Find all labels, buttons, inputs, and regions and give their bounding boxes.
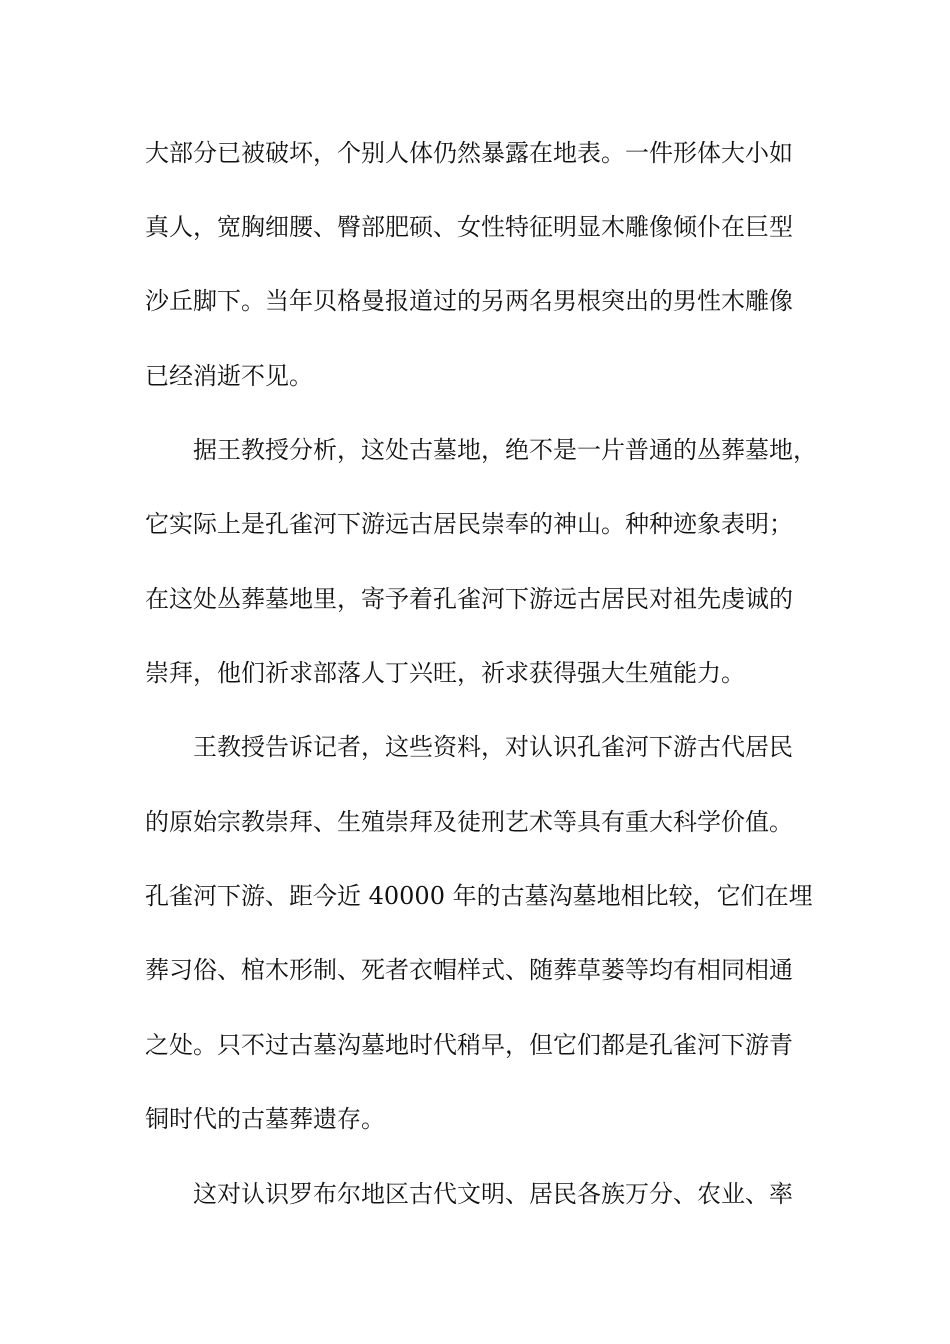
text-line: 铜时代的古墓葬遗存。 [145,1105,385,1133]
text-line: 在这处丛葬墓地里，寄予着孔雀河下游远古居民对祖先虔诚的 [145,585,793,613]
text-line: 孔雀河下游、距今近 40000 年的古墓沟墓地相比较，它们在埋 [145,882,813,910]
paragraph-start-line: 据王教授分析，这处古墓地，绝不是一片普通的丛葬墓地， [193,436,817,464]
text-line: 沙丘脚下。当年贝格曼报道过的另两名男根突出的男性木雕像 [145,287,793,315]
text-line: 已经消逝不见。 [145,362,313,390]
paragraph-start-line: 王教授告诉记者，这些资料，对认识孔雀河下游古代居民 [193,733,793,761]
text-line: 葬习俗、棺木形制、死者衣帽样式、随葬草蒌等均有相同相通 [145,956,793,984]
text-line: 崇拜，他们祈求部落人丁兴旺，祈求获得强大生殖能力。 [145,659,745,687]
paragraph-start-line: 这对认识罗布尔地区古代文明、居民各族万分、农业、率 [193,1180,793,1208]
text-line: 的原始宗教崇拜、生殖崇拜及徒刑艺术等具有重大科学价值。 [145,808,793,836]
text-line: 它实际上是孔雀河下游远古居民崇奉的神山。种种迹象表明； [145,510,793,538]
text-line: 真人，宽胸细腰、臀部肥硕、女性特征明显木雕像倾仆在巨型 [145,213,793,241]
text-line: 之处。只不过古墓沟墓地时代稍早，但它们都是孔雀河下游青 [145,1031,793,1059]
text-line: 大部分已被破坏，个别人体仍然暴露在地表。一件形体大小如 [145,139,793,167]
